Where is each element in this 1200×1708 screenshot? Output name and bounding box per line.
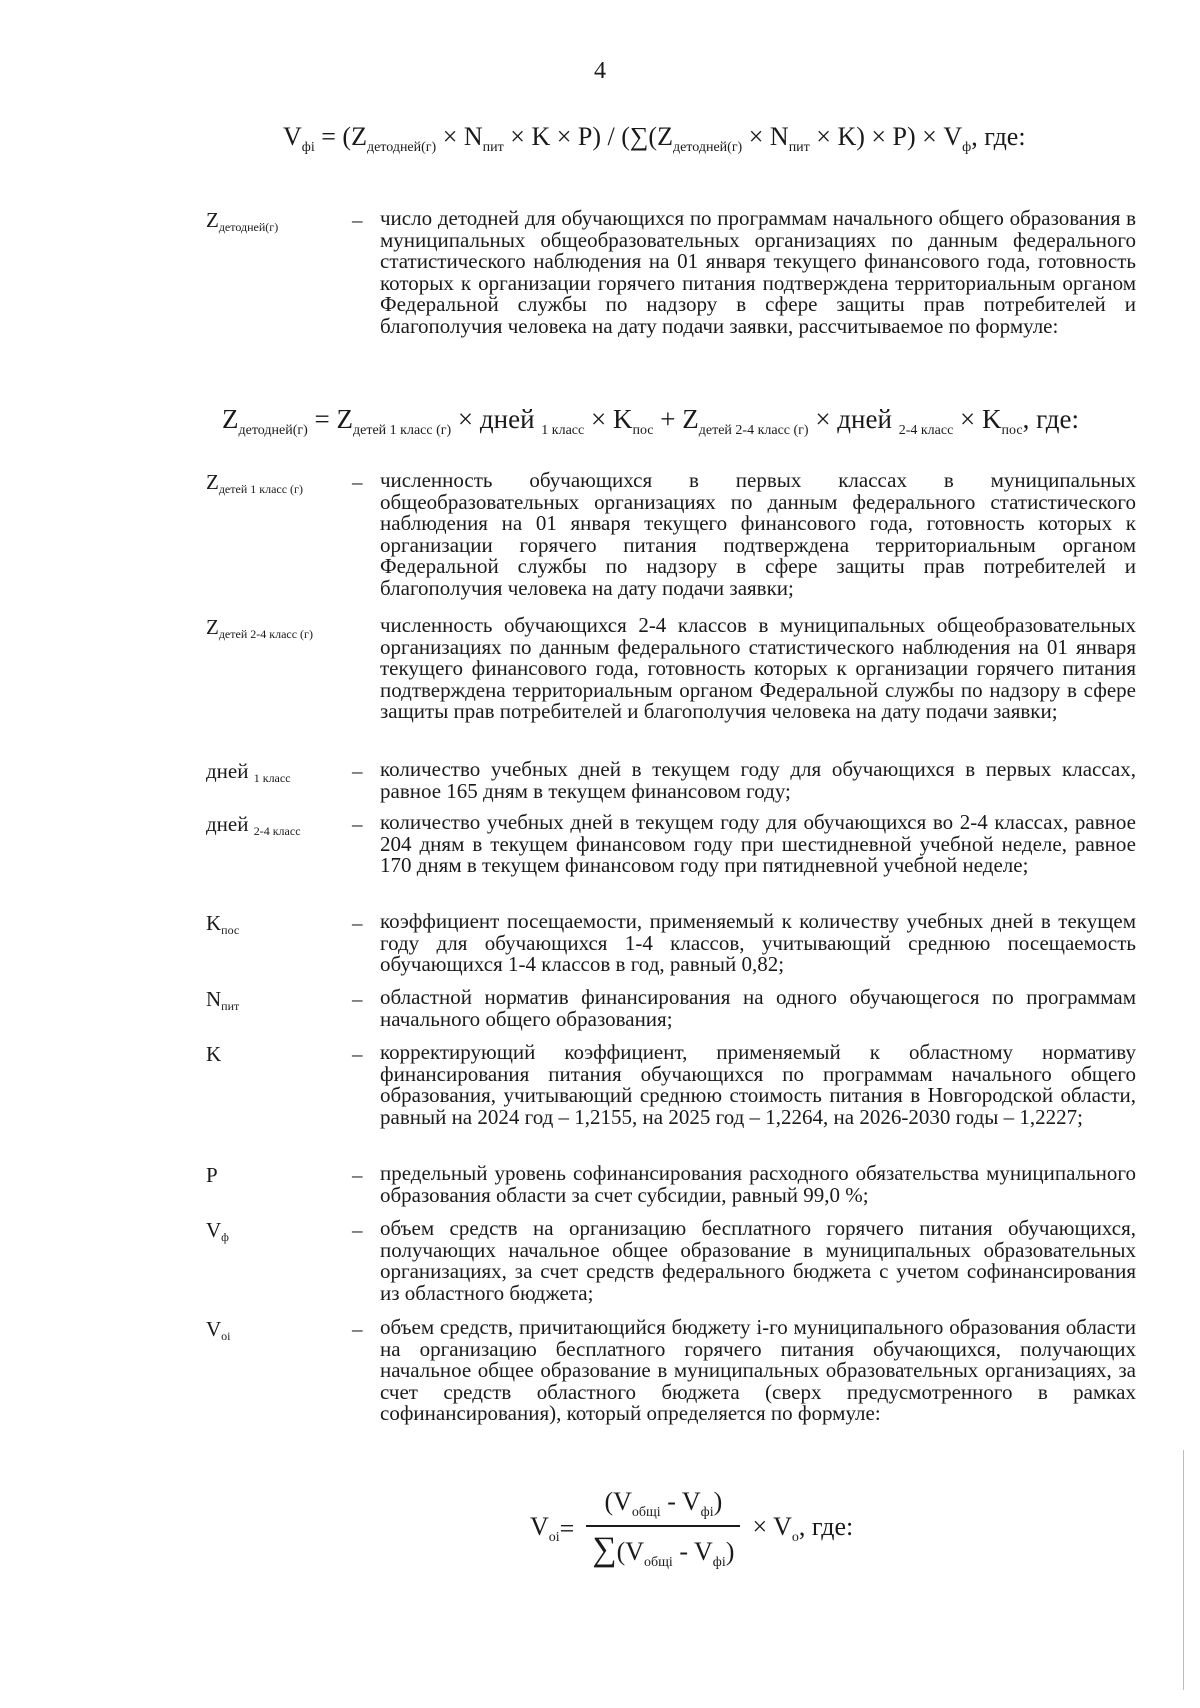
- definition-symbol: $K_{пос}$: [206, 911, 240, 937]
- definition-text: численность обучающихся в первых классах в муниципальных общеобразовательных организациях по данным федерального статистического наблюдения на 01 января текущего финансового года, готовность которых к организации горячего питания подтверждена территориальным органом Федеральной службы по надзору в сфере защиты прав потребителей и благополучия человека на дату подачи заявки;: [380, 468, 1136, 600]
- definition-text: численность обучающихся 2-4 классов в муниципальных общеобразовательных организациях по данным федерального статистического наблюдения на 01 января текущего финансового года, готовность которых к организации горячего питания подтверждена территориальным органом Федеральной службы по надзору в сфере защиты прав потребителей и благополучия человека на дату подачи заявки;: [380, 613, 1136, 723]
- definition-text: корректирующий коэффициент, применяемый к областному нормативу финансирования питания обучающихся по программам начального общего образования, учитывающий среднюю стоимость питания в Новгородской области, равный на 2024 год – 1,2155, на 2025 год – 1,2264, на 2026-2030 годы – 1,2227;: [380, 1040, 1136, 1129]
- definition-z-grades-2-4: [206, 615, 1136, 723]
- definition-n-nutrition: $N_{пит}$ – областной норматив финансирования на одного обучающегося по программам начального общего образования;: [206, 985, 1136, 1031]
- definition-symbol: дней $_{2-4 класс}$: [206, 812, 301, 838]
- definition-symbol: $Z_{детей 1 класс (г)}$: [206, 470, 303, 496]
- definition-p-level: P – предельный уровень софинансирования расходного обязательства муниципального образования области за счет субсидии, равный 99,0 %;: [206, 1161, 1136, 1207]
- definition-days-grades-2-4: дней $_{2-4 класс}$ – количество учебных дней в текущем году для обучающихся во 2-4 классах, равное 204 дням в текущем финансовом году при шестидневной учебной неделе, равное 170 дням в текущем финансовом году при пятидневной учебной неделе;: [206, 810, 1136, 877]
- definition-text: объем средств, причитающийся бюджету i-го муниципального образования области на организацию бесплатного горячего питания обучающихся, получающих начальное общее образование в муниципальных образовательных организациях, за счет средств областного бюджета (сверх предусмотренного в рамках софинансирования), который определяется по формуле:: [380, 1315, 1136, 1425]
- definition-z-first-grade: $Z_{детей 1 класс (г)}$ – численность обучающихся в первых классах в муниципальных общеобразовательных организациях по данным федерального статистического наблюдения на 01 января текущего финансового года, готовность которых к организации горячего питания подтверждена территориальным органом Федеральной службы по надзору в сфере защиты прав потребителей и благополучия человека на дату подачи заявки;: [206, 468, 1136, 600]
- definition-symbol: $V_ф$: [206, 1218, 229, 1244]
- definition-v-regional: $V_{оi}$ – объем средств, причитающийся бюджету i-го муниципального образования области на организацию бесплатного горячего питания обучающихся, получающих начальное общее образование в муниципальных образовательных организациях, за счет средств областного бюджета (сверх предусмотренного в рамках софинансирования), который определяется по формуле:: [206, 1315, 1136, 1425]
- definition-days-first-grade: дней $_{1 класс}$ – количество учебных дней в текущем году для обучающихся в первых классах, равное 165 дням в текущем финансовом году;: [206, 757, 1136, 803]
- definition-symbol: $V_{оi}$: [206, 1317, 231, 1343]
- definition-symbol: дней $_{1 класс}$: [206, 759, 291, 785]
- definition-symbol: K: [206, 1042, 222, 1066]
- definition-k-correction: K – корректирующий коэффициент, применяемый к областному нормативу финансирования питания обучающихся по программам начального общего образования, учитывающий среднюю стоимость питания в Новгородской области, равный на 2024 год – 1,2155, на 2025 год – 1,2264, на 2026-2030 годы – 1,2227;: [206, 1040, 1136, 1129]
- formula-v-regional: $V_{оi}$ = $\frac{(V_{общi} - V_{фi})}{\sum(V_{общi} - V_{фi})}$ × $V_о$, где:: [530, 1487, 854, 1570]
- definition-k-attendance: $K_{пос}$ – коэффициент посещаемости, применяемый к количеству учебных дней в текущем году для обучающихся 1-4 классов, учитывающий среднюю посещаемость обучающихся 1-4 классов в год, равный 0,82;: [206, 909, 1136, 976]
- definition-symbol: $Z_{детей 2-4 класс (г)}$: [206, 615, 313, 641]
- fraction: [586, 1487, 740, 1571]
- definition-symbol: $N_{пит}$: [206, 987, 240, 1013]
- definition-text: число детодней для обучающихся по программам начального общего образования в муниципальных общеобразовательных организациях по данным федерального статистического наблюдения на 01 января текущего финансового года, готовность которых к организации горячего питания подтверждена территориальным органом Федеральной службы по надзору в сфере защиты прав потребителей и благополучия человека на дату подачи заявки, рассчитываемое по формуле:: [380, 206, 1136, 338]
- definition-text: количество учебных дней в текущем году для обучающихся в первых классах, равное 165 дням в текущем финансовом году;: [380, 757, 1136, 803]
- definition-text: предельный уровень софинансирования расходного обязательства муниципального образования области за счет субсидии, равный 99,0 %;: [380, 1161, 1136, 1207]
- definition-symbol: $Z_{детодней(г)}$: [206, 208, 279, 234]
- definition-text: объем средств на организацию бесплатного горячего питания обучающихся, получающих начальное общее образование в муниципальных образовательных организациях, за счет средств федерального бюджета с учетом софинансирования из областного бюджета;: [380, 1216, 1136, 1305]
- definition-v-federal: $V_ф$ – объем средств на организацию бесплатного горячего питания обучающихся, получающих начальное общее образование в муниципальных образовательных организациях, за счет средств федерального бюджета с учетом софинансирования из областного бюджета;: [206, 1216, 1136, 1305]
- definition-text: количество учебных дней в текущем году для обучающихся во 2-4 классах, равное 204 дням в текущем финансовом году при шестидневной учебной неделе, равное 170 дням в текущем финансовом году при пятидневной учебной неделе;: [380, 810, 1136, 877]
- fraction-denominator: $\sum(V_{общi} - V_{фi})$: [592, 1531, 735, 1570]
- fraction-numerator: $(V_{общi} - V_{фi})$: [604, 1487, 723, 1520]
- formula-v-federal: $V_{фi} = (Z_{детодней(г)} \times N_{пит} \times K \times P) / (\sum(Z_{детодней(г)} \times N_{пит} \times K) \times P) \times V_ф$, где:: [283, 122, 1026, 155]
- definition-z-child-days: $Z_{детодней(г)}$ – число детодней для обучающихся по программам начального общего образования в муниципальных общеобразовательных организациях по данным федерального статистического наблюдения на 01 января текущего финансового года, готовность которых к организации горячего питания подтверждена территориальным органом Федеральной службы по надзору в сфере защиты прав потребителей и благополучия человека на дату подачи заявки, рассчитываемое по формуле:: [206, 206, 1136, 338]
- scan-edge-line: [1183, 1450, 1184, 1690]
- definition-text: коэффициент посещаемости, применяемый к количеству учебных дней в текущем году для обучающихся 1-4 классов, учитывающий среднюю посещаемость обучающихся 1-4 классов в год, равный 0,82;: [380, 909, 1136, 976]
- definition-symbol: P: [206, 1163, 218, 1187]
- definition-text: областной норматив финансирования на одного обучающегося по программам начального общего образования;: [380, 985, 1136, 1031]
- formula-z-child-days: $Z_{детодней(г)} = Z_{детей 1 класс (г)}$ × дней $_{1 класс} \times K_{пос} + Z_{детей 2-4 класс (г)}$ × дней $_{2-4 класс} \times K_{пос}$, где:: [222, 404, 1080, 438]
- page-number: 4: [594, 58, 606, 84]
